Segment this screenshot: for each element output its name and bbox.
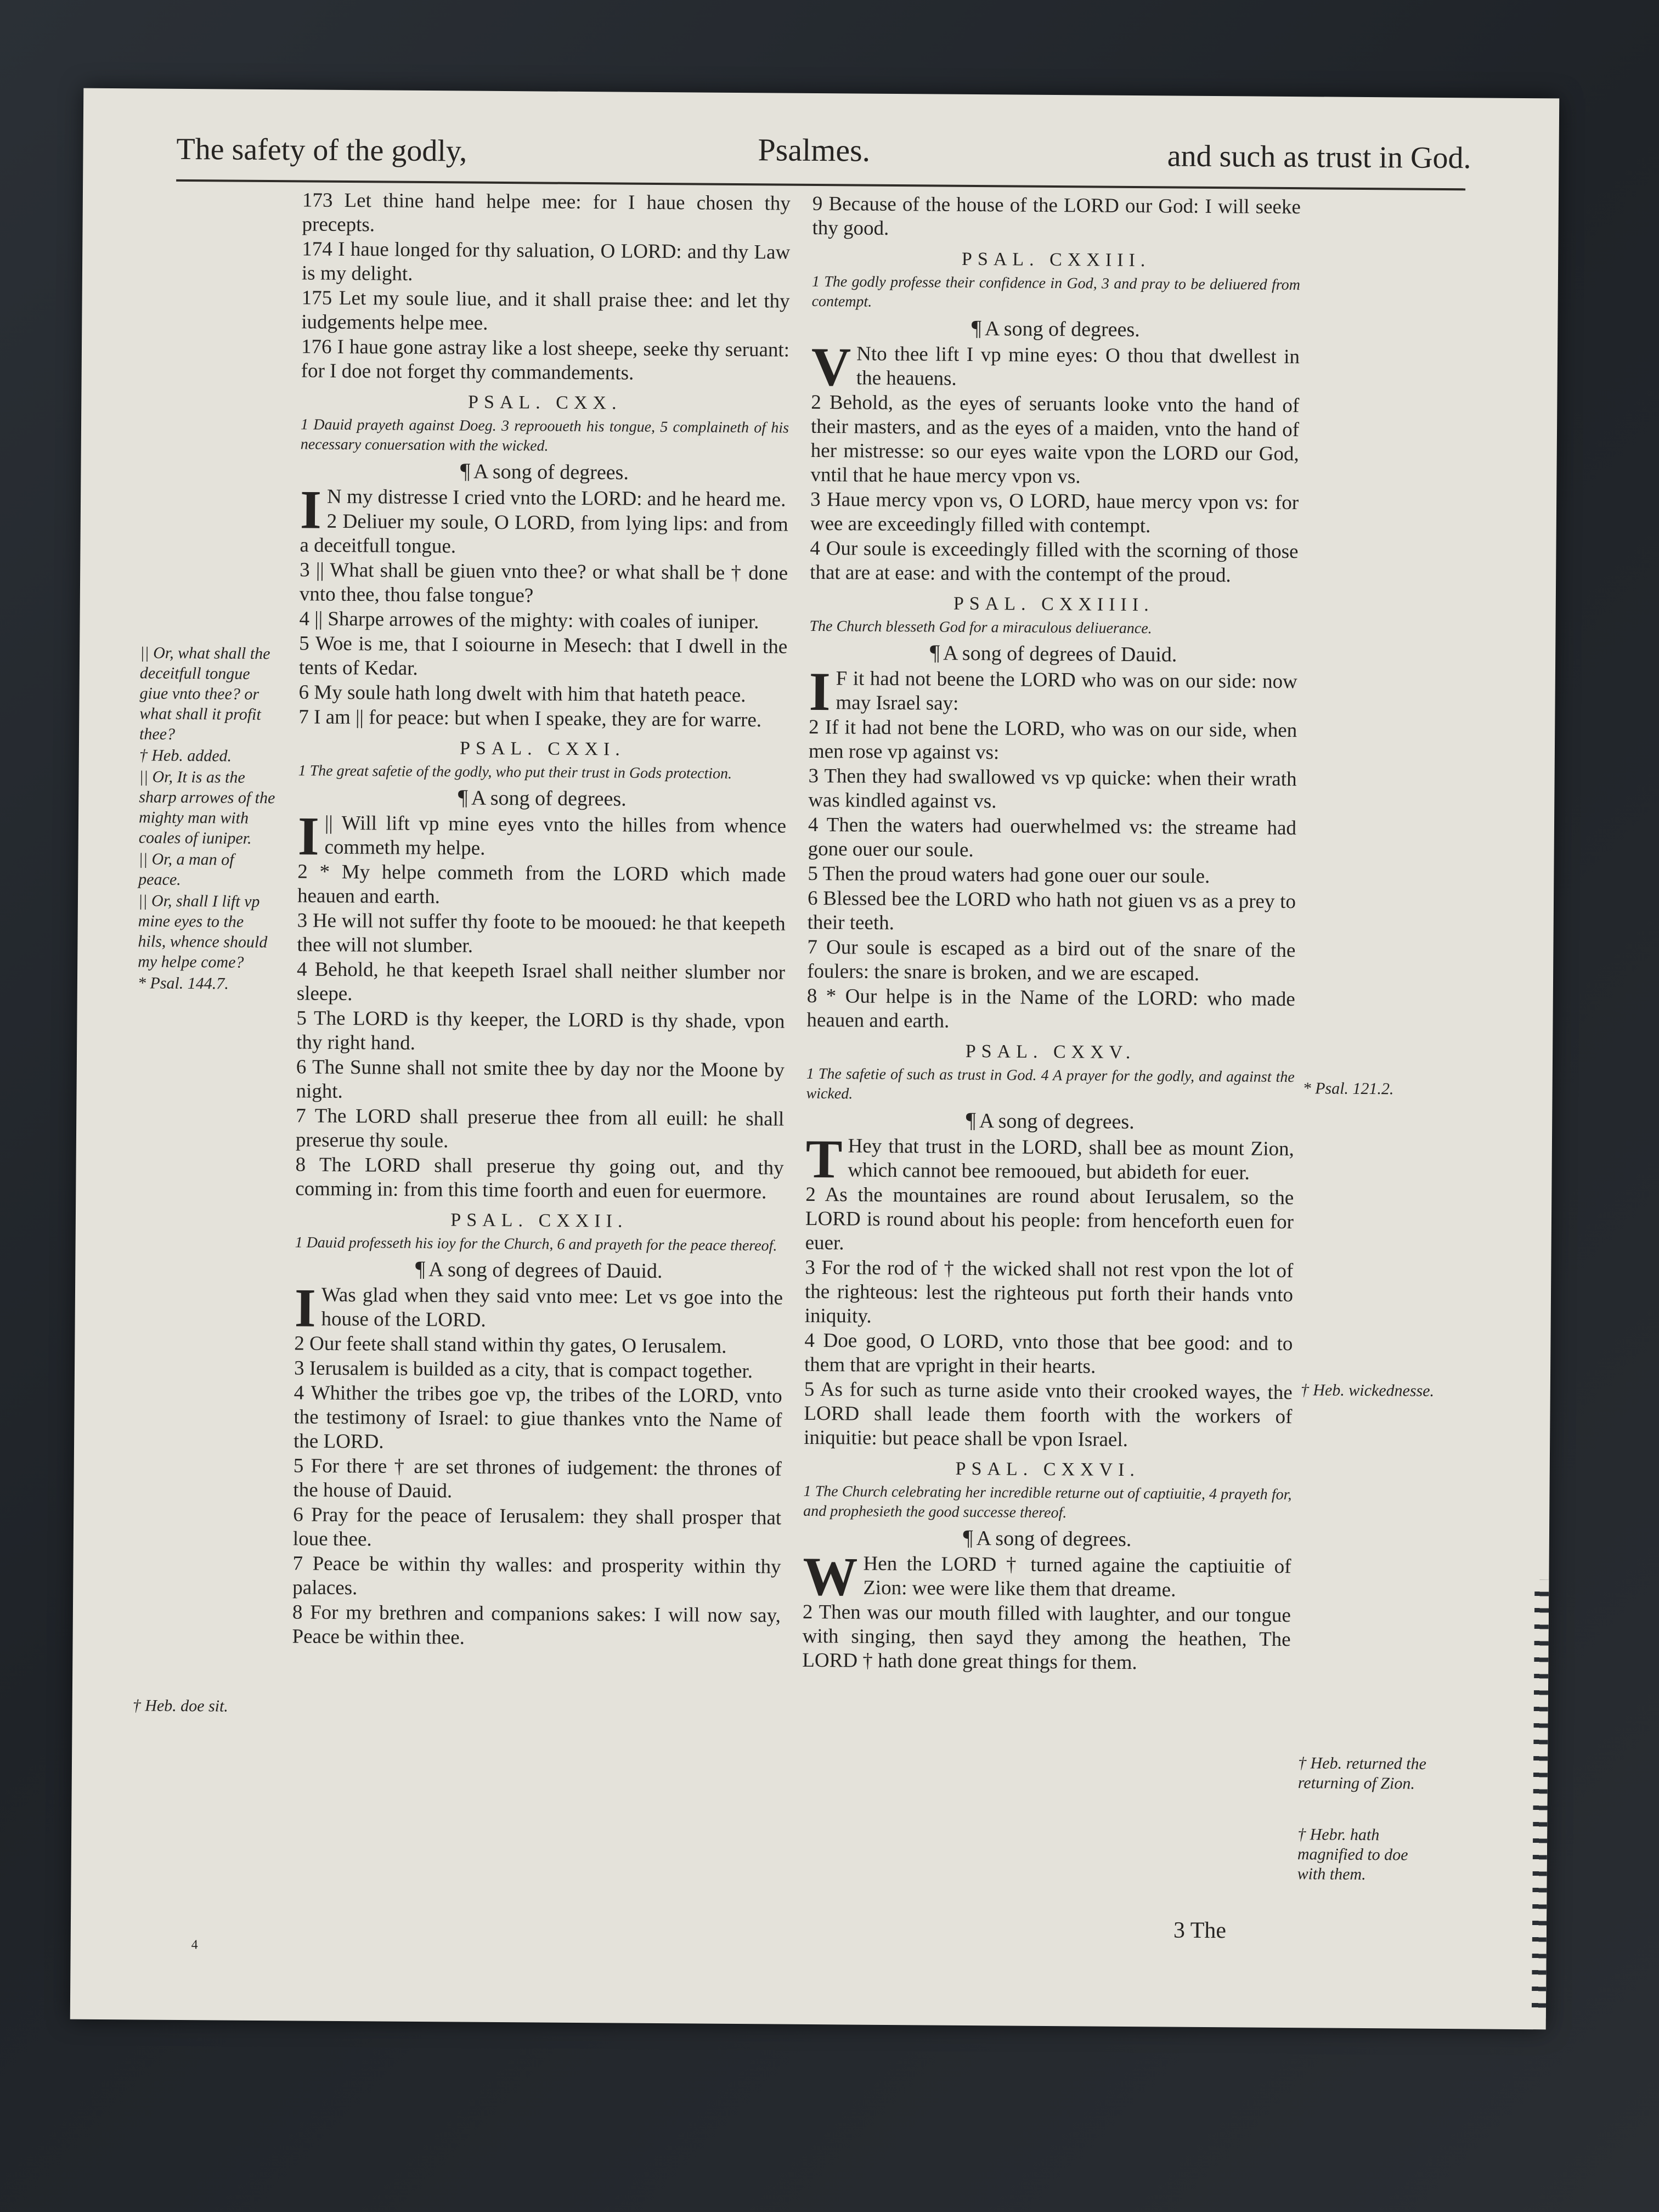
drop-initial: I — [809, 661, 831, 723]
margin-note: || Or, shall I lift vp mine eyes to the hils, whence should my helpe come? — [138, 891, 268, 972]
right-margin-note: † Heb. wickednesse. — [1300, 1381, 1435, 1400]
running-head-left: The safety of the godly, — [176, 132, 467, 168]
bible-page — [70, 88, 1560, 2030]
verse: 5 For there † are set thrones of iudgement: the thrones of the house of Dauid. — [293, 1454, 782, 1503]
margin-note-lower: † Heb. doe sit. — [132, 1696, 228, 1716]
right-margin-note: * Psal. 121.2. — [1302, 1079, 1394, 1098]
psalm-heading: PSAL. CXXI. — [459, 738, 625, 760]
verse-text: Nto thee lift I vp mine eyes: O thou that dwellest in the heauens. — [856, 342, 1300, 390]
psalm-argument: 1 Dauid prayeth against Doeg. 3 reprooueth his tongue, 5 complaineth of his necessary conuersation with the wicked. — [300, 416, 789, 455]
right-margin-note: † Hebr. hath magnified to doe with them. — [1297, 1825, 1408, 1884]
verse: 2 Behold, as the eyes of seruants looke vnto the hand of their masters, and as the eyes of a maiden, vnto the hand of her mistresse: so our eyes waite vpon the LORD our God, vntil that he haue mercy vpon vs. — [810, 391, 1300, 488]
verse: 2 If it had not bene the LORD, who was on our side, when men rose vp against vs: — [808, 715, 1297, 764]
verse: 7 I am || for peace: but when I speake, they are for warre. — [298, 706, 762, 732]
psalm-heading: PSAL. CXXIII. — [961, 249, 1151, 271]
psalm-argument: 1 The great safetie of the godly, who put their trust in Gods protection. — [298, 762, 732, 782]
psalm-heading: PSAL. CXXVI. — [955, 1458, 1141, 1481]
verse: 2 Then was our mouth filled with laughter, and our tongue with singing, then sayd they among the heathen, The LORD † hath done great things for them. — [802, 1600, 1291, 1674]
running-head-right: and such as trust in God. — [1167, 139, 1471, 176]
margin-note: † Heb. added. — [139, 746, 232, 765]
drop-initial: I — [294, 1277, 317, 1339]
verse: 9 Because of the house of the LORD our God: I will seeke thy good. — [812, 192, 1301, 240]
verse: 4 Behold, he that keepeth Israel shall neither slumber nor sleepe. — [296, 958, 786, 1006]
verse — [811, 336, 1300, 398]
psalm-argument: The Church blesseth God for a miraculous deliuerance. — [809, 617, 1152, 637]
verse: 3 Then they had swallowed vs vp quicke: when their wrath was kindled against vs. — [808, 764, 1297, 813]
running-head — [176, 116, 1471, 185]
verse: 7 Peace be within thy walles: and prosperity within thy palaces. — [292, 1552, 781, 1600]
verse: 7 Our soule is escaped as a bird out of the snare of the foulers: the snare is broken, and we are escaped. — [806, 935, 1296, 985]
verse — [805, 1128, 1295, 1190]
verse: 4 Then the waters had ouerwhelmed vs: the streame had gone ouer our soule. — [808, 813, 1297, 862]
verse: 8 The LORD shall preserue thy going out, and thy comming in: from this time foorth and euen for euermore. — [295, 1153, 784, 1204]
left-margin-notes — [138, 642, 277, 995]
verse-text: || Will lift vp mine eyes vnto the hilles from whence commeth my helpe. — [324, 811, 787, 860]
verse-text: Hen the LORD † turned againe the captiuitie of Zion: wee were like them that dreame. — [863, 1552, 1291, 1601]
margin-note: || Or, a man of peace. — [138, 850, 234, 889]
verse-text: Was glad when they said vnto mee: Let vs goe into the house of the LORD. — [321, 1283, 783, 1331]
psalm-title: ¶ A song of degrees. — [298, 783, 786, 813]
verse: 4 Our soule is exceedingly filled with the scorning of those that are at ease: and with the contempt of the proud. — [810, 537, 1299, 587]
verse: 4 || Sharpe arrowes of the mighty: with coales of iuniper. — [299, 607, 759, 634]
verse: 4 Whither the tribes goe vp, the tribes of the LORD, vnto the testimony of Israel: to giue thankes vnto the Name of the LORD. — [293, 1381, 782, 1453]
margin-note: * Psal. 144.7. — [137, 974, 229, 993]
left-column — [292, 188, 791, 1652]
drop-initial: I — [297, 805, 320, 867]
page-mark: 4 — [191, 1938, 198, 1953]
psalm-heading: PSAL. CXX. — [467, 392, 622, 414]
verse — [294, 1277, 783, 1339]
verse: 3 Ierusalem is builded as a city, that is compact together. — [294, 1357, 753, 1383]
verse: 3 He will not suffer thy foote to be mooued: he that keepeth thee will not slumber. — [297, 909, 786, 957]
verse: 3 || What shall be giuen vnto thee? or what shall be † done vnto thee, thou false tongue? — [299, 558, 788, 607]
verse: 8 For my brethren and companions sakes: I will now say, Peace be within thee. — [292, 1601, 781, 1649]
verse: 5 Then the proud waters had gone ouer our soule. — [808, 862, 1210, 888]
verse: 5 The LORD is thy keeper, the LORD is thy shade, vpon thy right hand. — [296, 1007, 785, 1054]
psalm-heading: PSAL. CXXII. — [450, 1210, 628, 1232]
verse — [297, 805, 787, 867]
psalm-argument: 1 The Church celebrating her incredible returne out of captiuitie, 4 prayeth for, and prophesieth the good successe thereof. — [803, 1482, 1292, 1522]
psalm-argument: 1 The godly professe their confidence in God, 3 and pray to be deliuered from contempt. — [811, 273, 1300, 311]
torn-edge — [1532, 1579, 1549, 2018]
verse: 4 Doe good, O LORD, vnto those that bee good: and to them that are vpright in their hearts. — [804, 1329, 1293, 1378]
verse — [803, 1545, 1291, 1607]
verse: 6 Pray for the peace of Ierusalem: they shall prosper that loue thee. — [292, 1503, 782, 1551]
verse-text: N my distresse I cried vnto the LORD: and he heard me. — [326, 485, 786, 511]
verse — [809, 661, 1297, 723]
verse: 2 Deliuer my soule, O LORD, from lying lips: and from a deceitfull tongue. — [300, 510, 788, 558]
verse: 6 The Sunne shall not smite thee by day nor the Moone by night. — [296, 1056, 785, 1103]
margin-note: || Or, It is as the sharp arrowes of the mighty man with coales of iuniper. — [138, 768, 275, 848]
psalm-title: ¶ A song of degrees. — [803, 1523, 1291, 1554]
verse: 2 As the mountaines are round about Ierusalem, so the LORD is round about his people: from henceforth euen for euer. — [805, 1183, 1294, 1255]
verse: 173 Let thine hand helpe mee: for I haue chosen thy precepts. — [302, 189, 791, 236]
verse: 2 Our feete shall stand within thy gates, O Ierusalem. — [294, 1332, 727, 1358]
psalm-argument: 1 The safetie of such as trust in God. 4 A prayer for the godly, and against the wicked. — [806, 1065, 1295, 1103]
psalm-argument: 1 Dauid professeth his ioy for the Church, 6 and prayeth for the peace thereof. — [295, 1234, 777, 1255]
psalm-heading: PSAL. CXXIIII. — [953, 593, 1154, 616]
verse: 6 Blessed bee the LORD who hath not giuen vs as a prey to their teeth. — [807, 887, 1296, 935]
margin-note: || Or, what shall the deceitfull tongue giue vnto thee? or what shall it profit thee? — [139, 644, 270, 743]
verse: 175 Let my soule liue, and it shall praise thee: and let thy iudgements helpe mee. — [301, 286, 790, 335]
right-column — [802, 192, 1301, 1677]
verse-text: Hey that trust in the LORD, shall bee as mount Zion, which cannot bee remooued, but abideth for euer. — [848, 1135, 1295, 1184]
drop-initial: V — [811, 336, 851, 398]
psalm-title: ¶ A song of degrees. — [300, 456, 788, 487]
psalm-title: ¶ A song of degrees of Dauid. — [809, 639, 1297, 669]
psalm-title: ¶ A song of degrees. — [811, 314, 1300, 344]
verse: 5 Woe is me, that I soiourne in Mesech: that I dwell in the tents of Kedar. — [298, 632, 788, 680]
psalm-title: ¶ A song of degrees of Dauid. — [295, 1255, 783, 1285]
drop-initial: T — [805, 1128, 843, 1190]
running-head-center: Psalmes. — [758, 132, 871, 168]
drop-initial: I — [300, 479, 322, 540]
verse-text: F it had not beene the LORD who was on our side: now may Israel say: — [836, 667, 1297, 715]
verse: 7 The LORD shall preserue thee from all euill: he shall preserue thy soule. — [295, 1104, 785, 1153]
verse: 5 As for such as turne aside vnto their crooked wayes, the LORD shall leade them foorth with the workers of iniquitie: but peace shall be vpon Israel. — [804, 1378, 1293, 1452]
verse: 176 I haue gone astray like a lost sheepe, seeke thy seruant: for I doe not forget thy commandements. — [301, 335, 790, 385]
psalm-title: ¶ A song of degrees. — [806, 1106, 1294, 1136]
verse: 2 * My helpe commeth from the LORD which made heauen and earth. — [297, 860, 786, 909]
verse: 8 * Our helpe is in the Name of the LORD: who made heauen and earth. — [806, 984, 1295, 1032]
right-margin-note: † Heb. returned the returning of Zion. — [1297, 1754, 1427, 1793]
psalm-heading: PSAL. CXXV. — [965, 1041, 1136, 1063]
drop-initial: W — [803, 1545, 858, 1607]
catchword: 3 The — [1173, 1917, 1227, 1944]
verse: 3 For the rod of † the wicked shall not rest vpon the lot of the righteous: lest the righteous put forth their hands vnto iniquity. — [804, 1256, 1294, 1328]
verse: 6 My soule hath long dwelt with him that hateth peace. — [298, 681, 746, 707]
verse: 174 I haue longed for thy saluation, O LORD: and thy Law is my delight. — [301, 238, 791, 285]
verse: 3 Haue mercy vpon vs, O LORD, haue mercy vpon vs: for wee are exceedingly filled with contempt. — [810, 488, 1299, 538]
